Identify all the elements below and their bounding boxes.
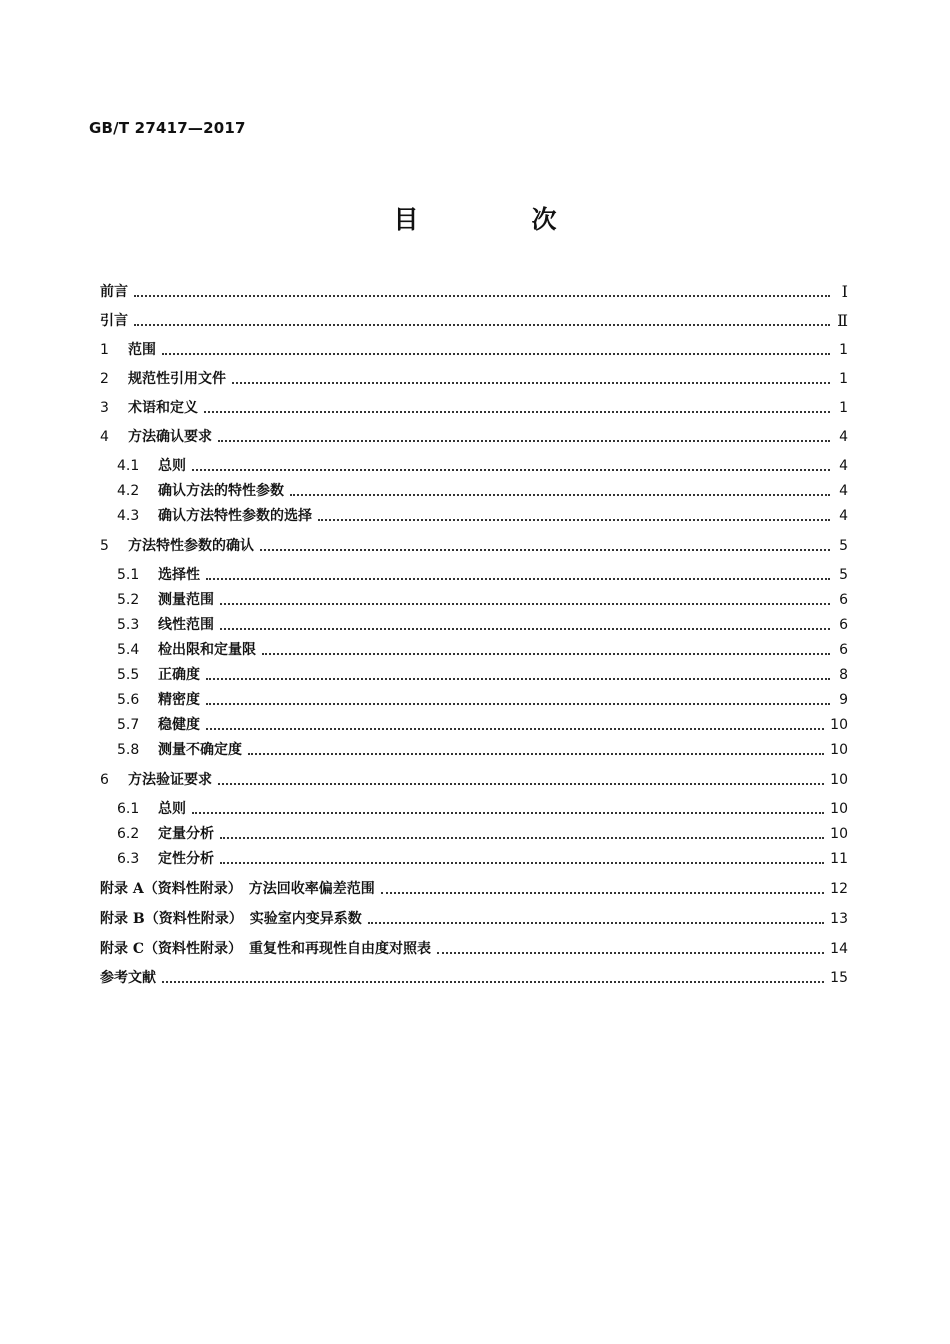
dot-leader (368, 907, 824, 931)
toc-entry-title: 前言 (100, 284, 128, 300)
toc-entry-number: 4.1 (117, 458, 140, 474)
toc-entry[interactable] (117, 613, 848, 637)
toc-entry-page: 5 (839, 538, 848, 554)
toc-entry-title: 范围 (128, 342, 156, 358)
toc-entry[interactable] (117, 797, 848, 821)
toc-entry-number: 5.6 (117, 692, 140, 708)
toc-entry[interactable] (100, 396, 848, 420)
toc-entry-title: 总则 (158, 458, 186, 474)
toc-entry[interactable] (100, 877, 848, 901)
toc-entry-page: 5 (839, 567, 848, 583)
toc-entry[interactable] (100, 937, 848, 961)
toc-entry-page: 10 (830, 801, 848, 817)
dot-leader (290, 479, 830, 503)
dot-leader (206, 713, 824, 737)
toc-entry[interactable] (117, 738, 848, 762)
dot-leader (206, 663, 830, 687)
toc-entry[interactable] (117, 563, 848, 587)
toc-entry-title: 精密度 (158, 692, 200, 708)
toc-entry-page: 1 (839, 371, 848, 387)
toc-entry-page: Ⅱ (837, 311, 848, 330)
toc-entry-title: 附录 A（资料性附录） 方法回收率偏差范围 (100, 881, 375, 897)
toc-entry-page: 10 (830, 826, 848, 842)
toc-entry-page: 1 (839, 342, 848, 358)
toc-entry-page: 10 (830, 772, 848, 788)
dot-leader (381, 877, 824, 901)
toc-entry[interactable] (100, 367, 848, 391)
toc-entry-number: 5 (100, 538, 109, 554)
toc-entry[interactable] (117, 847, 848, 871)
dot-leader (220, 613, 830, 637)
dot-leader (218, 768, 824, 792)
toc-entry-number: 5.8 (117, 742, 140, 758)
dot-leader (134, 309, 830, 333)
dot-leader (134, 280, 830, 304)
dot-leader (206, 563, 830, 587)
toc-entry-number: 6 (100, 772, 109, 788)
toc-entry-number: 4.2 (117, 483, 140, 499)
toc-entry-title: 方法确认要求 (128, 429, 212, 445)
toc-entry-title: 定量分析 (158, 826, 214, 842)
toc-entry-page: 4 (839, 429, 848, 445)
dot-leader (260, 534, 830, 558)
toc-entry-page: 6 (839, 617, 848, 633)
toc-entry-page: 14 (830, 941, 848, 957)
dot-leader (437, 937, 824, 961)
dot-leader (162, 966, 824, 990)
toc-entry-title: 正确度 (158, 667, 200, 683)
toc-entry-title: 测量范围 (158, 592, 214, 608)
toc-entry-page: 9 (839, 692, 848, 708)
toc-entry[interactable] (100, 309, 848, 333)
toc-entry[interactable] (100, 534, 848, 558)
toc-entry-number: 5.2 (117, 592, 140, 608)
toc-entry-number: 4 (100, 429, 109, 445)
toc-entry-number: 2 (100, 371, 109, 387)
toc-entry[interactable] (100, 907, 848, 931)
toc-entry-page: 15 (830, 970, 848, 986)
toc-entry-number: 5.1 (117, 567, 140, 583)
toc-entry-title: 定性分析 (158, 851, 214, 867)
dot-leader (248, 738, 824, 762)
toc-entry[interactable] (117, 713, 848, 737)
toc-entry-page: 12 (830, 881, 848, 897)
dot-leader (192, 797, 824, 821)
toc-entry-page: 1 (839, 400, 848, 416)
dot-leader (220, 588, 830, 612)
standard-number: GB/T 27417—2017 (89, 119, 246, 137)
toc-entry[interactable] (100, 425, 848, 449)
toc-entry-title: 选择性 (158, 567, 200, 583)
toc-entry-title: 确认方法的特性参数 (158, 483, 284, 499)
toc-entry-number: 5.3 (117, 617, 140, 633)
toc-entry-number: 6.1 (117, 801, 140, 817)
toc-entry-page: 11 (830, 851, 848, 867)
toc-entry-page: 4 (839, 483, 848, 499)
toc-entry[interactable] (117, 688, 848, 712)
toc-entry[interactable] (117, 588, 848, 612)
toc-entry-title: 测量不确定度 (158, 742, 242, 758)
toc-entry-page: Ⅰ (841, 282, 848, 301)
toc-entry-page: 6 (839, 642, 848, 658)
dot-leader (218, 425, 830, 449)
toc-entry[interactable] (100, 280, 848, 304)
toc-entry-page: 10 (830, 717, 848, 733)
toc-entry-number: 6.2 (117, 826, 140, 842)
dot-leader (318, 504, 830, 528)
dot-leader (220, 847, 824, 871)
toc-entry-page: 13 (830, 911, 848, 927)
toc-entry-title: 规范性引用文件 (128, 371, 226, 387)
toc-entry[interactable] (100, 768, 848, 792)
toc-entry[interactable] (117, 822, 848, 846)
toc-entry-page: 6 (839, 592, 848, 608)
toc-entry-number: 6.3 (117, 851, 140, 867)
toc-entry-title: 稳健度 (158, 717, 200, 733)
toc-entry[interactable] (117, 479, 848, 503)
toc-entry-page: 4 (839, 508, 848, 524)
toc-entry-title: 附录 B（资料性附录） 实验室内变异系数 (100, 911, 362, 927)
toc-entry[interactable] (117, 638, 848, 662)
toc-entry-title: 线性范围 (158, 617, 214, 633)
toc-entry-title: 附录 C（资料性附录） 重复性和再现性自由度对照表 (100, 941, 432, 957)
toc-entry[interactable] (100, 338, 848, 362)
toc-entry-number: 4.3 (117, 508, 140, 524)
toc-entry[interactable] (100, 966, 848, 990)
dot-leader (262, 638, 830, 662)
toc-entry-title: 确认方法特性参数的选择 (158, 508, 312, 524)
toc-entry[interactable] (117, 504, 848, 528)
toc-entry-title: 检出限和定量限 (158, 642, 256, 658)
dot-leader (232, 367, 830, 391)
toc-entry-title: 总则 (158, 801, 186, 817)
toc-entry[interactable] (117, 663, 848, 687)
dot-leader (220, 822, 824, 846)
toc-entry[interactable] (117, 454, 848, 478)
toc-entry-page: 8 (839, 667, 848, 683)
toc-entry-page: 4 (839, 458, 848, 474)
toc-entry-number: 5.7 (117, 717, 140, 733)
page-title: 目 次 (393, 205, 601, 234)
toc-entry-page: 10 (830, 742, 848, 758)
toc-entry-title: 术语和定义 (128, 400, 198, 416)
toc-entry-number: 5.4 (117, 642, 140, 658)
dot-leader (162, 338, 830, 362)
toc-entry-title: 引言 (100, 313, 128, 329)
toc-entry-title: 方法特性参数的确认 (128, 538, 254, 554)
dot-leader (204, 396, 830, 420)
dot-leader (206, 688, 830, 712)
dot-leader (192, 454, 830, 478)
toc-entry-title: 参考文献 (100, 970, 156, 986)
toc-entry-number: 5.5 (117, 667, 140, 683)
toc-entry-number: 3 (100, 400, 109, 416)
toc-entry-number: 1 (100, 342, 109, 358)
toc-entry-title: 方法验证要求 (128, 772, 212, 788)
